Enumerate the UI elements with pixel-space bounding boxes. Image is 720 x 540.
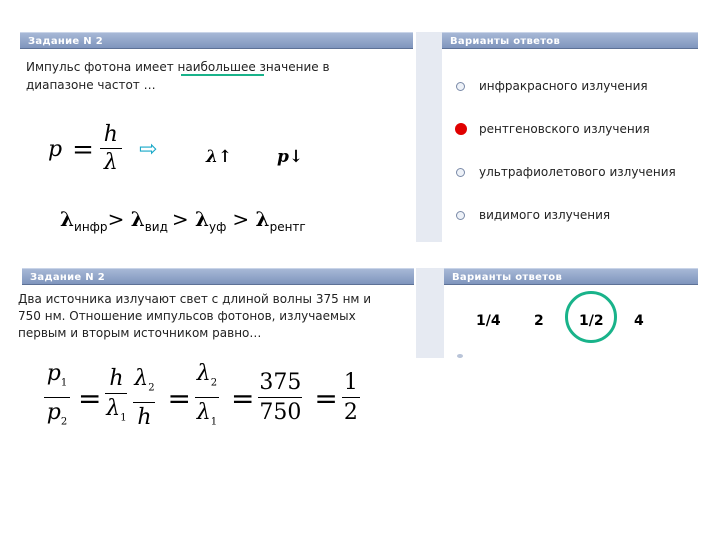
answer-option-xray[interactable]: [456, 122, 650, 136]
lambda2: $\lambda_2$: [134, 365, 155, 394]
selected-answer-circle: [565, 291, 617, 343]
answer-one-quarter[interactable]: 1/4: [476, 313, 501, 329]
formula-lambda: λ: [103, 150, 118, 175]
lambda2-over-lambda1: [195, 360, 219, 438]
task2-header: Задание N 2: [22, 268, 414, 285]
panel-divider: [416, 268, 444, 358]
ineq-sub-infrared: инфр: [74, 220, 108, 234]
ineq-sub-xray: рентг: [269, 220, 306, 234]
answers1-header: Варианты ответов: [442, 32, 698, 49]
lambda1: $\lambda_1$: [106, 395, 127, 424]
eq-1: =: [78, 382, 102, 416]
formula-equals: =: [72, 134, 94, 165]
numeric-fraction: [258, 369, 302, 428]
task2-question-line2: 750 нм. Отношение импульсов фотонов, излучаемых: [18, 309, 356, 323]
ineq-lambda-1: λ: [60, 207, 75, 231]
momentum-decrease: p↓: [277, 147, 304, 167]
wavelength-inequality: [60, 207, 306, 234]
formula-fraction: [100, 122, 122, 177]
ineq-gt-2: >: [171, 207, 189, 231]
p2: $p_2$: [46, 400, 68, 428]
answer-option-ultraviolet[interactable]: [456, 165, 676, 179]
ineq-gt-3: >: [232, 207, 250, 231]
eq-4: =: [314, 382, 338, 416]
ratio-p1-p2: [44, 360, 70, 438]
lambda2-over-h: [133, 365, 155, 433]
result-fraction: [342, 369, 360, 428]
task2-question-line1: Два источника излучают свет с длиной волны 375 нм и: [18, 292, 372, 306]
ineq-sub-uv: уф: [209, 220, 227, 234]
answer-one-half[interactable]: 1/2: [579, 313, 604, 329]
lambda1: $\lambda_1$: [196, 400, 218, 428]
radio-icon[interactable]: [456, 168, 465, 177]
eq-2: =: [167, 382, 191, 416]
highlight-underline: [181, 74, 264, 76]
h: h: [109, 365, 124, 391]
task1-question-line1: Импульс фотона имеет наибольшее значение в: [26, 60, 330, 74]
radio-selected-icon[interactable]: [455, 123, 467, 135]
task1-question-line2: диапазоне частот …: [26, 78, 156, 92]
option-label: видимого излучения: [479, 208, 611, 222]
answer-two[interactable]: 2: [534, 313, 544, 329]
numerator-375: 375: [259, 370, 302, 396]
eq-3: =: [230, 382, 255, 416]
ratio-formula: [44, 360, 360, 438]
option-label: инфракрасного излучения: [479, 79, 648, 93]
lambda-increase: λ↑: [206, 147, 233, 167]
ineq-lambda-2: λ: [130, 207, 145, 231]
ineq-lambda-4: λ: [255, 207, 270, 231]
answer-four[interactable]: 4: [634, 313, 644, 329]
ineq-sub-visible: вид: [144, 220, 168, 234]
radio-icon[interactable]: [456, 211, 465, 220]
ineq-lambda-3: λ: [195, 207, 210, 231]
ineq-gt-1: >: [107, 207, 125, 231]
option-label: рентгеновского излучения: [479, 122, 650, 136]
answer-option-visible[interactable]: [456, 208, 610, 222]
radio-dot-icon: [457, 354, 463, 358]
option-label: ультрафиолетового излучения: [479, 165, 676, 179]
momentum-formula: [48, 122, 122, 177]
radio-icon[interactable]: [456, 82, 465, 91]
task1-header: Задание N 2: [20, 32, 413, 49]
denominator-2: 2: [343, 400, 358, 426]
panel-divider: [416, 32, 442, 242]
task2-question-line3: первым и вторым источником равно…: [18, 326, 262, 340]
numerator-1: 1: [343, 370, 358, 396]
h-over-lambda1: [105, 365, 127, 433]
answer-option-infrared[interactable]: [456, 79, 648, 93]
lambda2: $\lambda_2$: [196, 361, 218, 389]
h: h: [137, 405, 152, 431]
implies-arrow-icon: ⇨: [139, 137, 158, 162]
formula-h: h: [103, 122, 118, 147]
formula-p: p: [48, 137, 63, 162]
answers2-header: Варианты ответов: [444, 268, 698, 285]
p1: $p_1$: [46, 361, 68, 389]
denominator-750: 750: [259, 400, 302, 426]
